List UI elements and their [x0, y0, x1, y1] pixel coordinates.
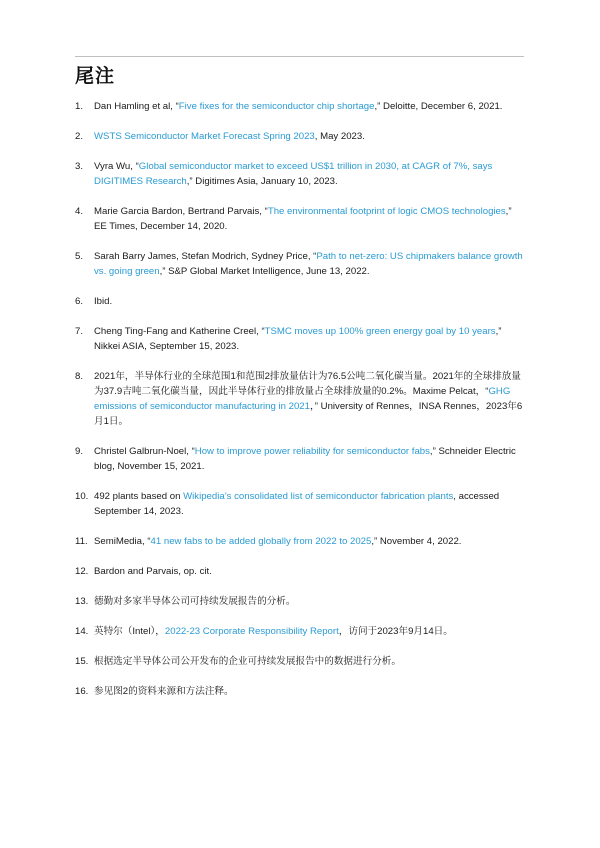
citation-link[interactable]: TSMC moves up 100% green energy goal by 10 years — [264, 326, 496, 337]
citation-text: ，” University of Rennes，INSA Rennes，2023年6月1日。 — [94, 401, 523, 427]
citation-text: Sarah Barry James, Stefan Modrich, Sydney Price, “ — [94, 251, 317, 262]
citation-link[interactable]: 41 new fabs to be added globally from 2022 to 2025 — [150, 536, 372, 547]
endnote-number: 15. — [75, 656, 89, 667]
endnote-text — [94, 536, 461, 547]
citation-text: ,” November 4, 2022. — [371, 536, 462, 547]
citation-text: 德勤对多家半导体公司可持续发展报告的分析。 — [94, 596, 296, 607]
citation-link[interactable]: WSTS Semiconductor Market Forecast Spring 2023 — [94, 131, 315, 142]
endnote-text — [94, 686, 234, 697]
citation-text: ,” Deloitte, December 6, 2021. — [374, 101, 503, 112]
endnote-text — [94, 251, 523, 277]
endnote-number: 2. — [75, 131, 84, 142]
endnote-item — [75, 564, 525, 579]
endnote-item — [75, 624, 525, 639]
endnote-number: 13. — [75, 596, 89, 607]
citation-link[interactable]: Wikipedia’s consolidated list of semiconductor fabrication plants — [183, 491, 454, 502]
citation-text: , accessed September 14, 2023. — [94, 491, 500, 517]
endnote-item — [75, 369, 525, 429]
citation-text: ,” Digitimes Asia, January 10, 2023. — [186, 176, 338, 187]
endnote-item — [75, 654, 525, 669]
top-divider — [75, 56, 524, 57]
endnote-text — [94, 131, 365, 142]
endnote-item — [75, 534, 525, 549]
citation-text: SemiMedia, “ — [94, 536, 151, 547]
endnote-text — [94, 596, 295, 607]
endnote-number: 11. — [75, 536, 88, 547]
endnote-number: 8. — [75, 371, 84, 382]
endnote-item — [75, 294, 525, 309]
endnotes-list — [75, 99, 525, 714]
endnote-item — [75, 444, 525, 474]
endnote-number: 12. — [75, 566, 89, 577]
endnote-text — [94, 656, 401, 667]
citation-text: Christel Galbrun-Noel, “ — [94, 446, 195, 457]
citation-text: Bardon and Parvais, op. cit. — [94, 566, 212, 577]
endnote-number: 9. — [75, 446, 84, 457]
citation-link[interactable]: Global semiconductor market to exceed US$1 trillion in 2030, at CAGR of 7%, says DIGITIMES Research — [94, 161, 493, 187]
citation-text: 2021年，半导体行业的全球范围1和范围2排放量估计为76.5公吨二氧化碳当量。2021年的全球排放量为37.9吉吨二氧化碳当量，因此半导体行业的排放量占全球排放量的0.2%。Maxime Pelcat，“ — [94, 371, 521, 397]
endnote-item — [75, 204, 525, 234]
endnote-text — [94, 371, 522, 427]
endnote-text — [94, 491, 499, 517]
citation-text: ,” Schneider Electric blog, November 15, 2021. — [94, 446, 516, 472]
citation-text: Vyra Wu, “ — [94, 161, 139, 172]
citation-text: Cheng Ting-Fang and Katherine Creel, “ — [94, 326, 265, 337]
citation-text: 参见图2的资料来源和方法注释。 — [94, 686, 234, 697]
citation-text: ,” S&P Global Market Intelligence, June 13, 2022. — [159, 266, 370, 277]
citation-link[interactable]: 2022-23 Corporate Responsibility Report — [164, 626, 339, 637]
endnote-text — [94, 206, 512, 232]
endnote-item — [75, 684, 525, 699]
citation-text: 492 plants based on — [94, 491, 184, 502]
citation-link[interactable]: How to improve power reliability for semiconductor fabs — [194, 446, 430, 457]
endnote-item — [75, 489, 525, 519]
endnote-number: 6. — [75, 296, 84, 307]
endnote-item — [75, 324, 525, 354]
endnote-item — [75, 159, 525, 189]
endnote-text — [94, 446, 516, 472]
citation-text: ,” EE Times, December 14, 2020. — [94, 206, 512, 232]
endnote-text — [94, 101, 502, 112]
endnote-text — [94, 161, 492, 187]
citation-link[interactable]: GHG emissions of semiconductor manufacturing in 2021 — [94, 386, 511, 412]
endnote-number: 7. — [75, 326, 84, 337]
endnote-number: 1. — [75, 101, 84, 112]
endnote-item — [75, 594, 525, 609]
citation-link[interactable]: Five fixes for the semiconductor chip shortage — [178, 101, 375, 112]
endnote-text — [94, 626, 453, 637]
citation-text: ，访问于2023年9月14日。 — [338, 626, 453, 637]
citation-text: Dan Hamling et al, “ — [94, 101, 179, 112]
citation-text: 根据选定半导体公司公开发布的企业可持续发展报告中的数据进行分析。 — [94, 656, 401, 667]
endnote-item — [75, 129, 525, 144]
endnote-text — [94, 326, 501, 352]
citation-text: ,” Nikkei ASIA, September 15, 2023. — [94, 326, 502, 352]
endnote-number: 16. — [75, 686, 89, 697]
citation-text: 英特尔（Intel）， — [94, 626, 165, 637]
endnote-number: 14. — [75, 626, 89, 637]
endnote-number: 5. — [75, 251, 84, 262]
endnote-item — [75, 249, 525, 279]
citation-link[interactable]: The environmental footprint of logic CMOS technologies — [267, 206, 506, 217]
citation-text: Ibid. — [94, 296, 113, 307]
citation-text: , May 2023. — [314, 131, 365, 142]
citation-link[interactable]: Path to net-zero: US chipmakers balance growth vs. going green — [94, 251, 523, 277]
endnote-item — [75, 99, 525, 114]
endnote-number: 4. — [75, 206, 84, 217]
page-title: 尾注 — [75, 66, 116, 87]
endnote-number: 10. — [75, 491, 89, 502]
citation-text: Marie Garcia Bardon, Bertrand Parvais, “ — [94, 206, 268, 217]
endnote-number: 3. — [75, 161, 84, 172]
endnote-text — [94, 296, 112, 307]
endnote-text — [94, 566, 212, 577]
